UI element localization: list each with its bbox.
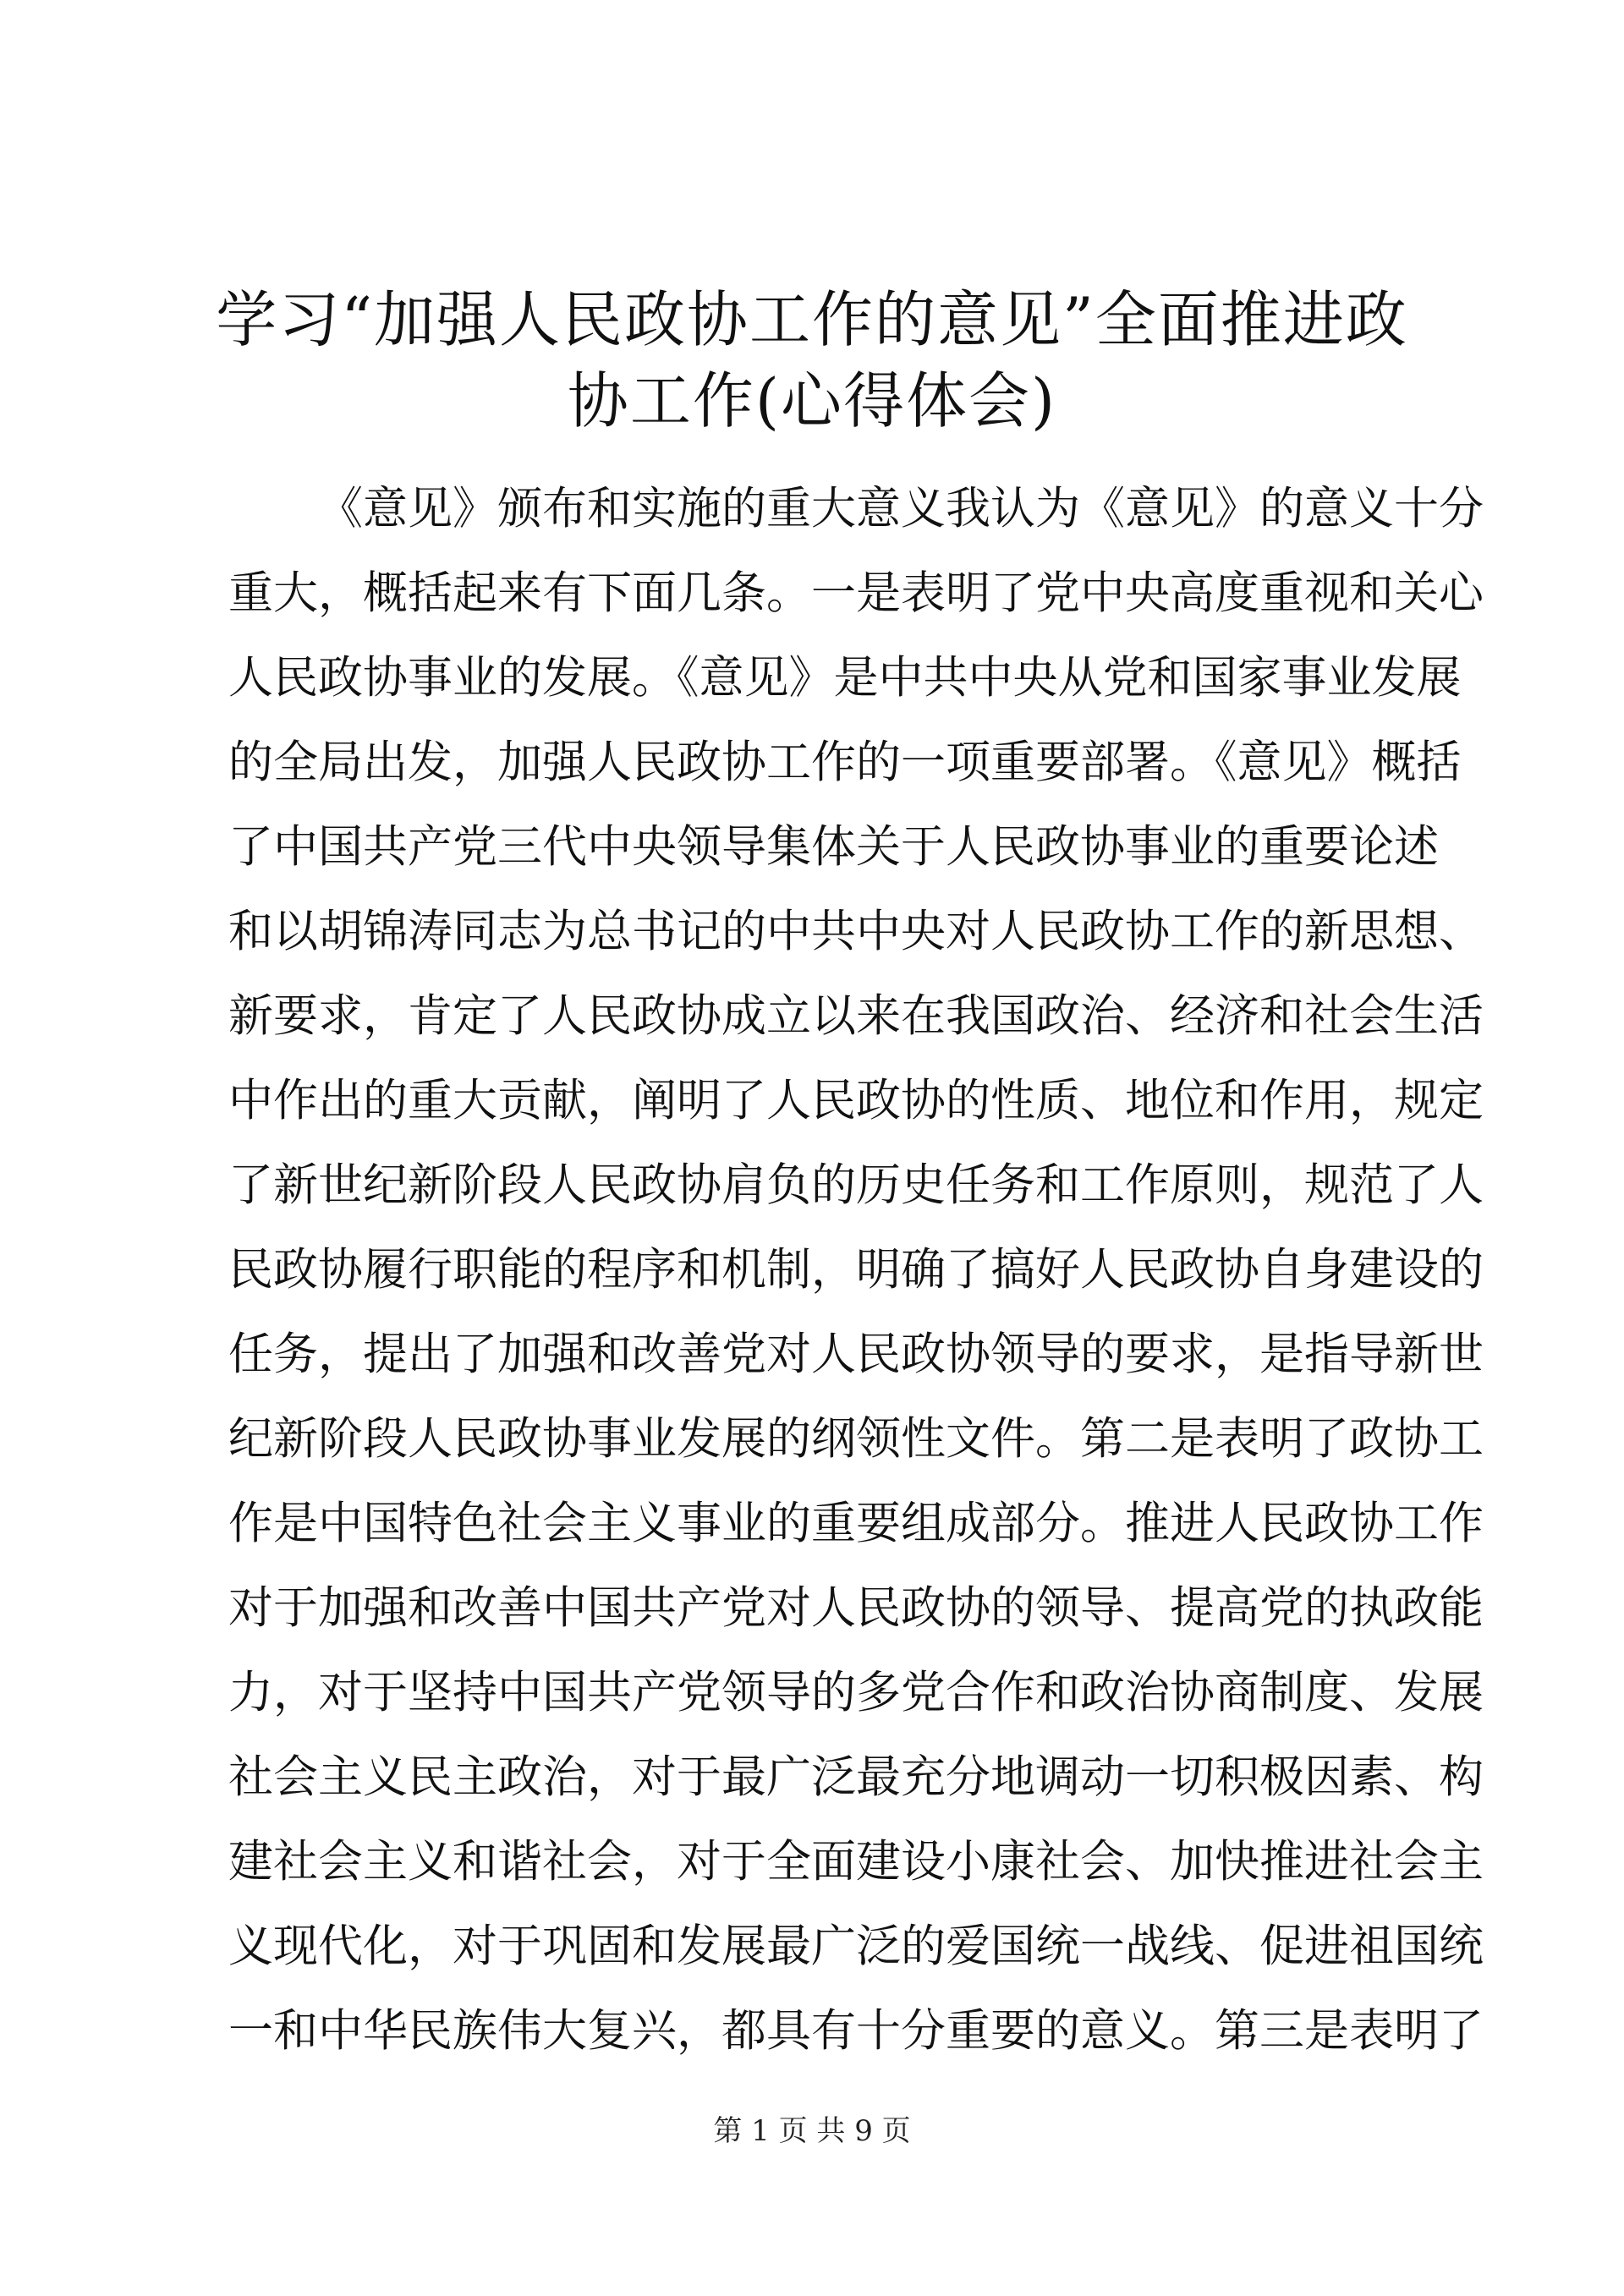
- body-line: 社会主义民主政治，对于最广泛最充分地调动一切积极因素、构: [228, 1751, 1484, 1803]
- page-footer: [0, 2112, 1624, 2150]
- body-line: 民政协履行职能的程序和机制，明确了搞好人民政协自身建设的: [228, 1244, 1484, 1296]
- document-body: [228, 467, 1484, 2074]
- body-line: 了新世纪新阶段人民政协肩负的历史任务和工作原则，规范了人: [228, 1159, 1484, 1211]
- body-line: 义现代化，对于巩固和发展最广泛的爱国统一战线、促进祖国统: [228, 1921, 1484, 1972]
- body-line: 了中国共产党三代中央领导集体关于人民政协事业的重要论述: [228, 821, 1439, 873]
- page-indicator: 第 1 页 共 9 页: [713, 2114, 911, 2148]
- title-line-1: 学习“加强人民政协工作的意见”全面推进政: [216, 284, 1408, 355]
- body-line: 和以胡锦涛同志为总书记的中共中央对人民政协工作的新思想、: [228, 906, 1484, 957]
- body-line: 作是中国特色社会主义事业的重要组成部分。推进人民政协工作: [228, 1498, 1484, 1549]
- body-line: 的全局出发，加强人民政协工作的一项重要部署。《意见》概括: [228, 737, 1462, 788]
- body-line: 一和中华民族伟大复兴，都具有十分重要的意义。第三是表明了: [228, 2005, 1484, 2057]
- body-line: 重大，概括起来有下面几条。一是表明了党中央高度重视和关心: [228, 567, 1484, 619]
- body-line: 人民政协事业的发展。《意见》是中共中央从党和国家事业发展: [228, 652, 1462, 704]
- body-line: 任务，提出了加强和改善党对人民政协领导的要求，是指导新世: [228, 1329, 1484, 1380]
- title-line-2: 协工作(心得体会): [567, 365, 1057, 436]
- body-line: 新要求，肯定了人民政协成立以来在我国政治、经济和社会生活: [228, 990, 1484, 1042]
- document-title: [169, 279, 1455, 441]
- body-line: 力，对于坚持中国共产党领导的多党合作和政治协商制度、发展: [228, 1667, 1484, 1718]
- body-line: 建社会主义和谐社会，对于全面建设小康社会、加快推进社会主: [228, 1836, 1484, 1888]
- body-line: 对于加强和改善中国共产党对人民政协的领导、提高党的执政能: [228, 1582, 1484, 1634]
- body-line: 中作出的重大贡献，阐明了人民政协的性质、地位和作用，规定: [228, 1075, 1484, 1126]
- body-line: 纪新阶段人民政协事业发展的纲领性文件。第二是表明了政协工: [228, 1413, 1484, 1465]
- body-line: 《意见》颁布和实施的重大意义我认为《意见》的意义十分: [318, 483, 1484, 534]
